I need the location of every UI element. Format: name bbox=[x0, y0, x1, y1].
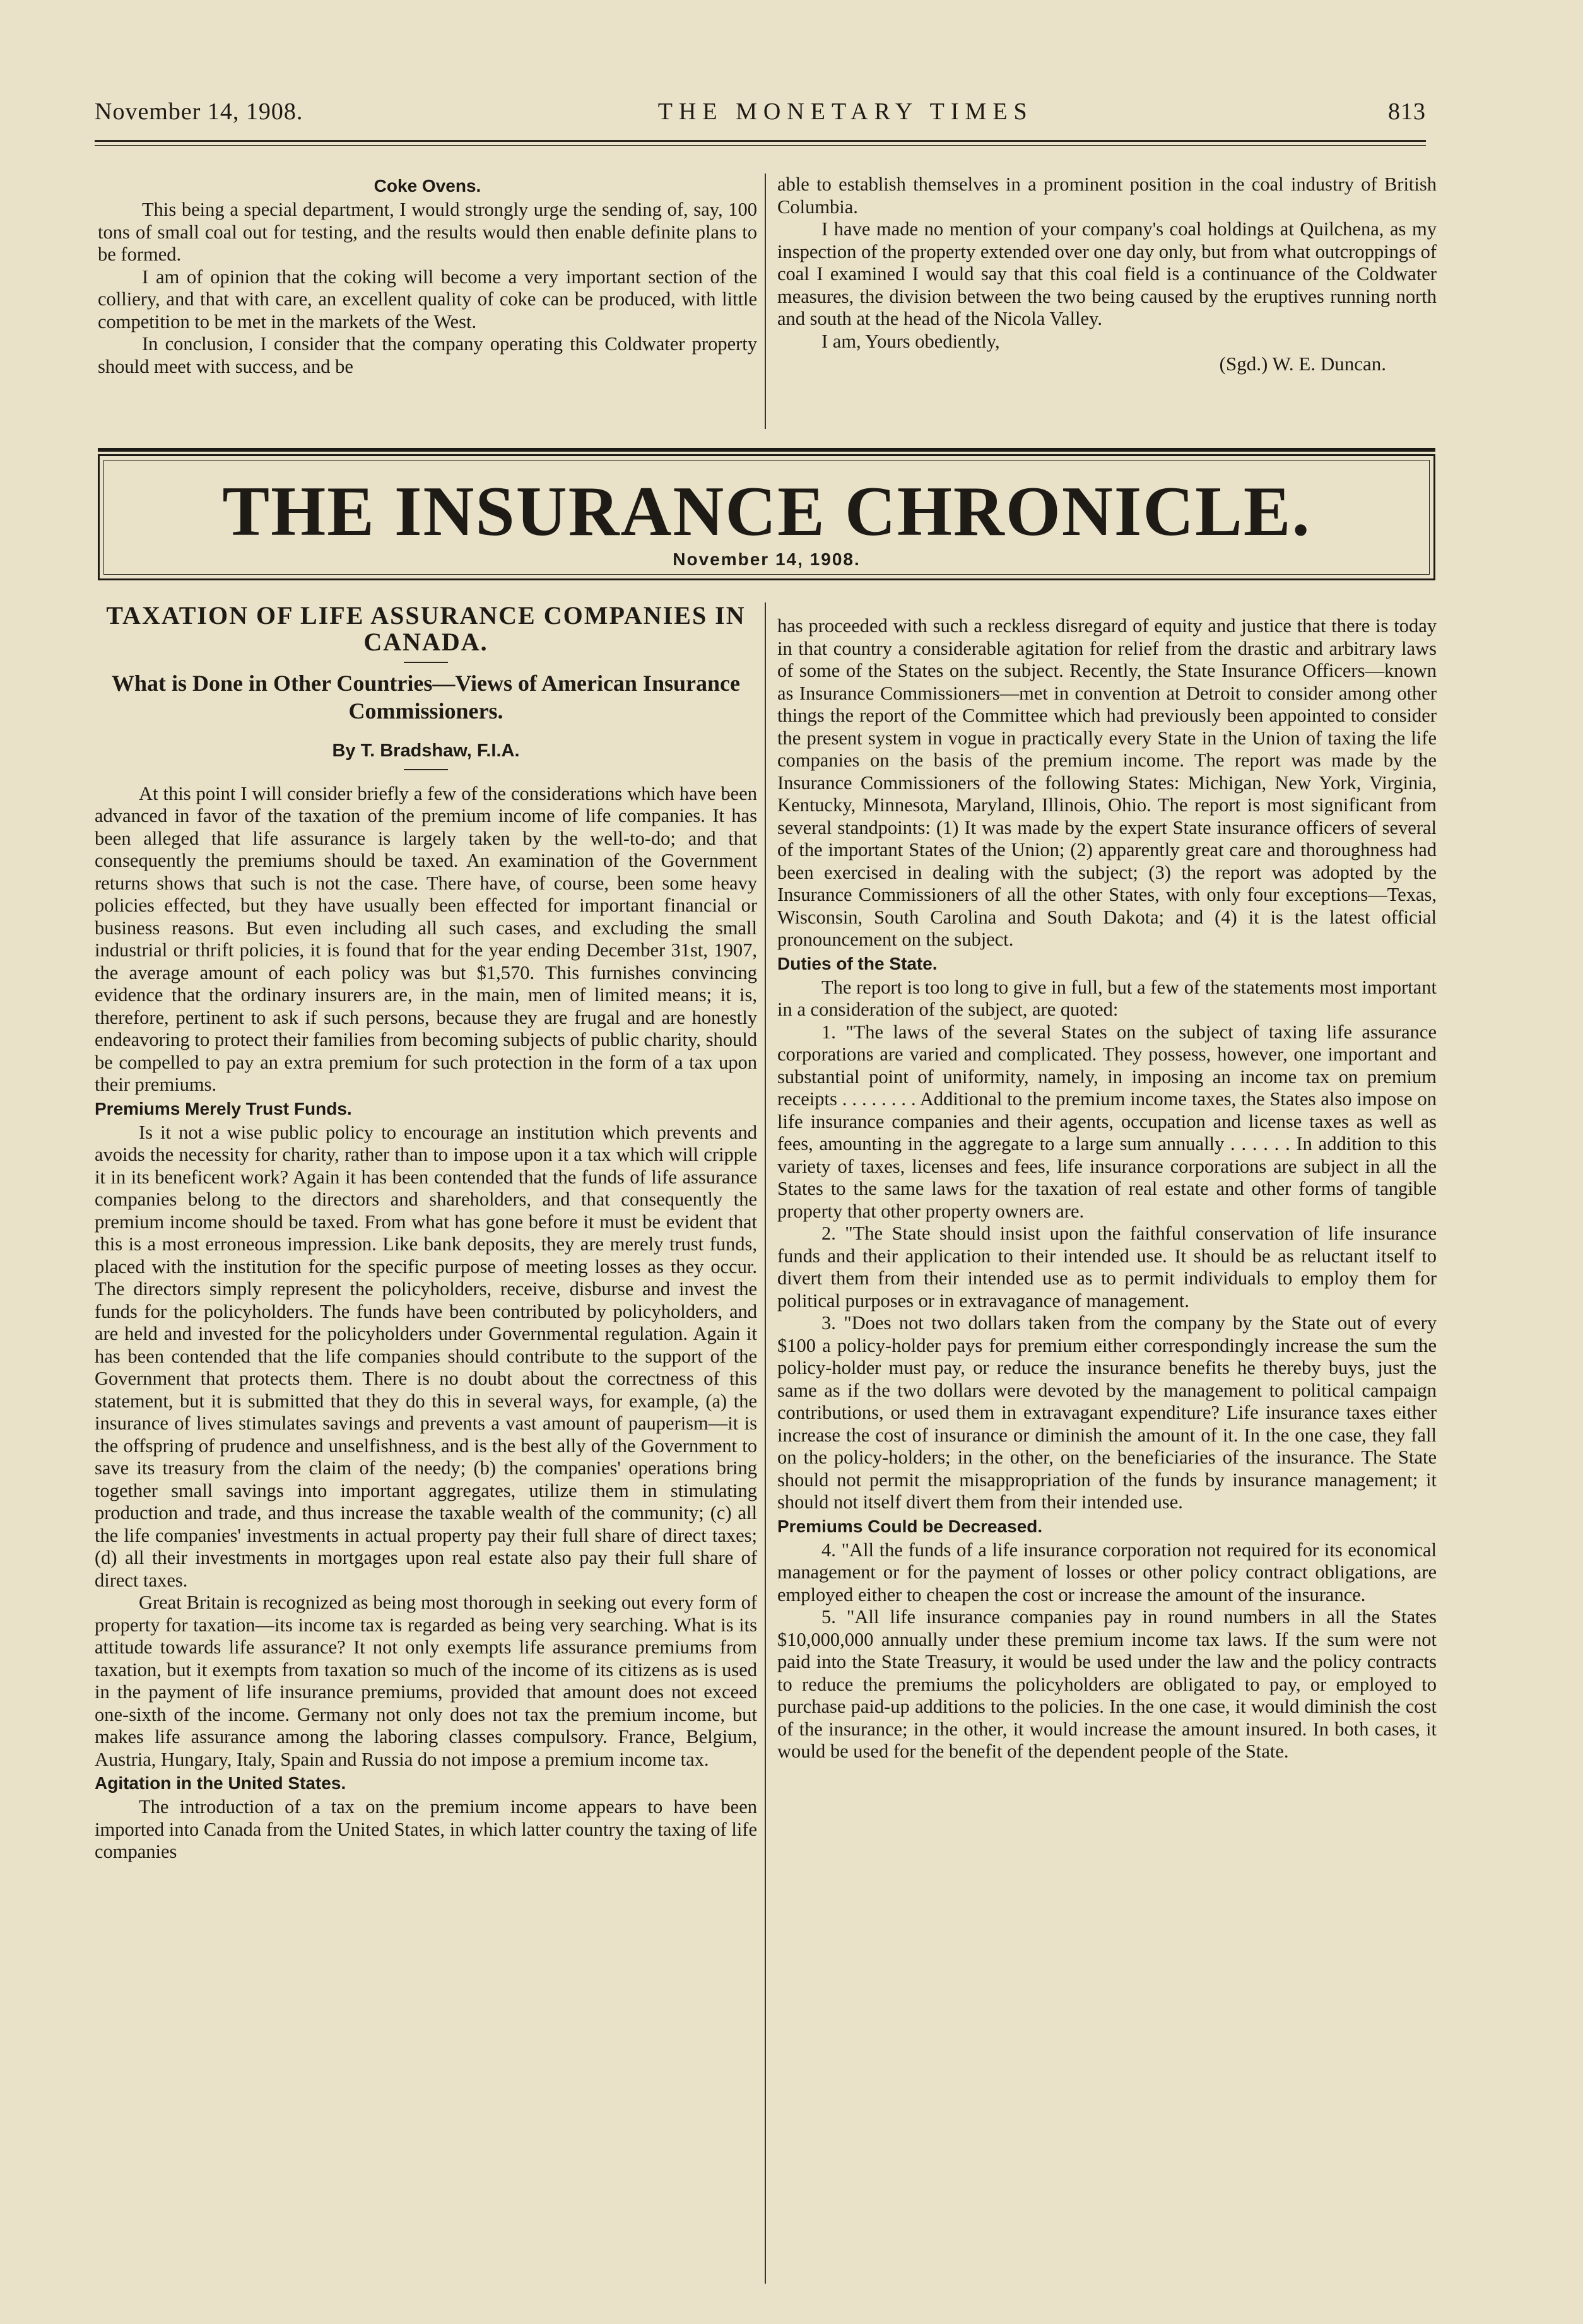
signature: (Sgd.) W. E. Duncan. bbox=[1219, 353, 1386, 375]
paragraph: I am of opinion that the coking will become a very important section of the colliery, and that with care, an excellent quality of coke can be produced, with little competition to be met in the markets of the West. bbox=[98, 266, 757, 332]
paragraph: This being a special department, I would strongly urge the sending of, say, 100 tons of small coal out for testing, and the results would then enable definite plans to be formed. bbox=[98, 199, 757, 265]
subhead-premiums: Premiums Could be Decreased. bbox=[777, 1516, 1043, 1536]
banner-date: November 14, 1908. bbox=[673, 549, 861, 569]
page-number: 813 bbox=[1387, 98, 1426, 125]
paragraph: I am, Yours obediently, bbox=[821, 330, 1000, 352]
subhead-trust-funds: Premiums Merely Trust Funds. bbox=[95, 1098, 352, 1118]
column-divider bbox=[765, 173, 766, 429]
banner-top-rule bbox=[98, 448, 1435, 452]
subhead-duties: Duties of the State. bbox=[777, 953, 938, 973]
article-right-column bbox=[777, 615, 1437, 1763]
byline-rule bbox=[404, 769, 448, 770]
quoted-item: 5. "All life insurance companies pay in round numbers in all the States $10,000,000 annually under these premium income tax laws. If the sum were not paid into the State Treasury, it would be used under the law and the policy contracts to reduce the premiums the policyholders are obligated to pay, or employed to purchase paid-up additions to the policies. In the one case, it would diminish the cost of the insurance; in the other, it would increase the amount insured. In both cases, it would be used for the benefit of the dependent people of the State. bbox=[777, 1606, 1437, 1762]
running-header bbox=[95, 98, 1426, 126]
paragraph: I have made no mention of your company's coal holdings at Quilchena, as my inspection of the property extended over one day only, but from what outcroppings of coal I examined I would say that this coal field is a continuance of the Coldwater measures, the division between the two being caused by the eruptives running north and south at the head of the Nicola Valley. bbox=[777, 218, 1437, 329]
insurance-chronicle-banner bbox=[98, 454, 1435, 580]
byline: By T. Bradshaw, F.I.A. bbox=[332, 741, 520, 761]
article-subtitle: What is Done in Other Countries—Views of American Insurance Commissioners. bbox=[112, 671, 740, 724]
quoted-item: 4. "All the funds of a life insurance corporation not required for its economical management or for the payment of losses or other policy contract obligations, are employed either to cheapen the cost or increase the amount of the insurance. bbox=[777, 1539, 1437, 1605]
banner-title: THE INSURANCE CHRONICLE. bbox=[222, 472, 1311, 551]
top-left-column bbox=[98, 173, 757, 378]
header-title: THE MONETARY TIMES bbox=[657, 98, 1033, 125]
paragraph: The report is too long to give in full, but a few of the statements most important in a consideration of the subject, are quoted: bbox=[777, 976, 1437, 1020]
header-rule bbox=[95, 140, 1426, 146]
paragraph: Is it not a wise public policy to encourage an institution which prevents and avoids the necessity for charity, rather than to impose upon it a tax which will cripple it in its beneficent work? Again it has been contended that the funds of life assurance companies belong to the directors and shareholders, and that consequently the premium income should be taxed. From what has gone before it must be evident that this is a most erroneous impression. Like bank deposits, they are merely trust funds, placed with the institution for the specific purpose of meeting losses as they occur. The directors simply represent the policyholders, receive, disburse and invest the funds for the policyholders. The funds have been contributed by policyholders, and are held and invested for the policyholders under Governmental regulation. Again it has been contended that the life companies should contribute to the support of the Government that protects them. There is no doubt about the correctness of this statement, but it is submitted that they do this in several ways, for example, (a) the insurance of lives stimulates savings and prevents a vast amount of pauperism—it is the offspring of prudence and unselfishness, and is the best ally of the Government to save its treasury from the claim of the needy; (b) the companies' operations bring together small savings into important aggregates, utilize them in stimulating production and trade, and thus increase the taxable wealth of the community; (c) all the life companies' investments in actual property pay their full share of direct taxes; (d) all their investments in mortgages upon real estate also pay their full share of direct taxes. bbox=[95, 1121, 757, 1591]
paragraph: In conclusion, I consider that the company operating this Coldwater property should meet with success, and be bbox=[98, 333, 757, 377]
paragraph: At this point I will consider briefly a few of the considerations which have been advanced in favor of the taxation of the premium income of life companies. It has been alleged that life assurance is largely taken by the well-to-do; and that consequently the premiums should be taxed. An examination of the Government returns shows that such is not the case. There have, of course, been some heavy policies effected, but they have usually been effected for important financial or business reasons. But even including all such cases, and excluding the small industrial or thrift policies, it is found that for the year ending December 31st, 1907, the average amount of each policy was but $1,570. This furnishes convincing evidence that the ordinary insurers are, in the main, men of limited means; it is, therefore, pertinent to ask if such persons, because they are frugal and are honestly endeavoring to protect their families from becoming subjects of public charity, should be compelled to pay an extra premium for such protection in the form of a tax upon their premiums. bbox=[95, 782, 757, 1095]
quoted-item: 3. "Does not two dollars taken from the company by the State out of every $100 a policy-holder pays for premium either correspondingly increase the sum the policy-holder must pay, or reduce the insurance benefits he thereby buys, just the same as if the two dollars were devoted by the management to political campaign contributions, or used them in extravagant expenditure? Life insurance taxes either increase the cost of insurance or diminish the amount of it. In the one case, they fall on the policy-holders; in the other, on the beneficiaries of the insurance. The State should not permit the misappropriation of the funds by insurance management; it should not itself divert them from their intended use. bbox=[777, 1312, 1437, 1513]
top-right-column bbox=[777, 173, 1437, 375]
header-date: November 14, 1908. bbox=[95, 98, 303, 125]
quoted-item: 2. "The State should insist upon the faithful conservation of life insurance funds and their application to their intended use. It should be as reluctant itself to divert them from their intended use as to permit individuals to employ them for political purposes or in extravagance of management. bbox=[777, 1223, 1437, 1312]
paragraph: The introduction of a tax on the premium income appears to have been imported into Canada from the United States, in which latter country the taxing of life companies bbox=[95, 1796, 757, 1862]
article-left-column bbox=[95, 602, 757, 1863]
quoted-item: 1. "The laws of the several States on the subject of taxing life assurance corporations are varied and complicated. They possess, however, one important and substantial point of uniformity, namely, in imposing an income tax on premium receipts . . . . . . . . Additional to the premium income taxes, the States also impose on life insurance companies and their agents, occupation and license taxes as well as fees, amounting in the aggregate to a large sum annually . . . . . . In addition to this variety of taxes, licenses and fees, life insurance corporations are subject in all the States to the same laws for the taxation of real estate and other forms of tangible property that other property owners are. bbox=[777, 1021, 1437, 1222]
paragraph: able to establish themselves in a prominent position in the coal industry of British Columbia. bbox=[777, 173, 1437, 218]
column-divider bbox=[765, 602, 766, 2284]
title-rule bbox=[404, 662, 448, 663]
article-title: TAXATION OF LIFE ASSURANCE COMPANIES IN CANADA. bbox=[106, 601, 746, 656]
paragraph: Great Britain is recognized as being most thorough in seeking out every form of property for taxation—its income tax is regarded as being very searching. What is its attitude towards life assurance? It not only exempts life assurance premiums from taxation, but it exempts from taxation so much of the income of its citizens as is used in the payment of life insurance premiums, provided that amount does not exceed one-sixth of the income. Germany not only does not tax the premium income, but makes life assurance among the laboring classes compulsory. France, Belgium, Austria, Hungary, Italy, Spain and Russia do not impose a premium income tax. bbox=[95, 1592, 757, 1770]
subhead-agitation: Agitation in the United States. bbox=[95, 1773, 346, 1793]
coke-ovens-subhead: Coke Ovens. bbox=[374, 176, 481, 196]
paragraph: has proceeded with such a reckless disregard of equity and justice that there is today in that country a considerable agitation for relief from the drastic and arbitrary laws of some of the States on the subject. Recently, the State Insurance Officers—known as Insurance Commissioners—met in convention at Detroit to consider among other things the report of the Committee which had previously been appointed to consider the present system in vogue in practically every State in the Union of taxing the life companies on the basis of the premium income. The report was made by the Insurance Commissioners of the following States: Michigan, New York, Virginia, Kentucky, Minnesota, Maryland, Illinois, Ohio. The report is most significant from several standpoints: (1) It was made by the expert State insurance officers of several of the important States of the Union; (2) apparently great care and thoroughness had been exercised in dealing with the subject; (3) the report was adopted by the Insurance Commissioners of all the other States, with only four exceptions—Texas, Wisconsin, South Carolina and South Dakota; and (4) it is the latest official pronouncement on the subject. bbox=[777, 615, 1437, 950]
